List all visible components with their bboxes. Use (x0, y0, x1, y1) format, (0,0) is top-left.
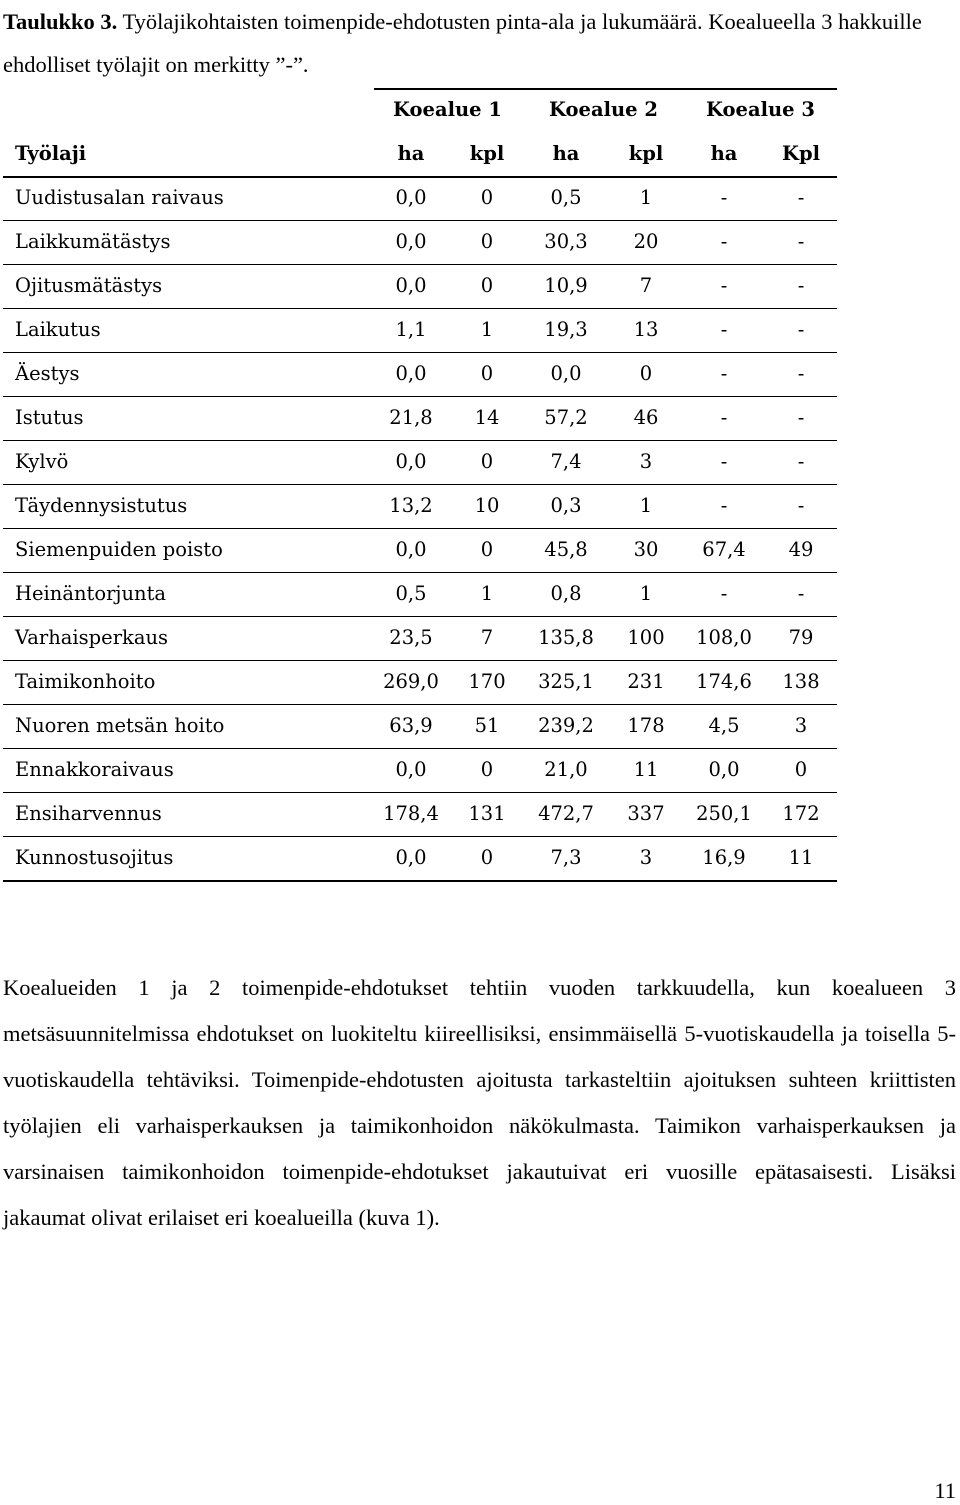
table-cell: 1 (639, 186, 653, 209)
group-header-koealue-3: Koealue 3 (706, 98, 815, 121)
column-header: kpl (628, 142, 664, 165)
table-cell: 178 (627, 714, 665, 737)
page-number: 11 (934, 1478, 956, 1503)
table-cell: 3 (639, 450, 653, 473)
table-row (3, 528, 837, 573)
row-label: Heinäntorjunta (15, 582, 167, 605)
table-cell: 0,0 (708, 758, 740, 781)
table-cell: - (720, 494, 728, 517)
table-cell: 0 (480, 230, 494, 253)
row-label: Täydennysistutus (15, 494, 188, 517)
table-cell: 0,0 (550, 362, 582, 385)
table-cell: 172 (782, 802, 820, 825)
table-cell: 1 (639, 494, 653, 517)
group-header-row (3, 88, 837, 132)
table-cell: 1,1 (395, 318, 427, 341)
table-cell: 7,3 (550, 846, 582, 869)
table-cell: 10 (474, 494, 500, 517)
table-row (3, 704, 837, 749)
table-cell: 30,3 (544, 230, 588, 253)
table-cell: 45,8 (544, 538, 588, 561)
table-cell: - (797, 450, 805, 473)
table-cell: - (720, 230, 728, 253)
column-header-tyolaji: Työlaji (15, 142, 87, 165)
row-label: Laikkumätästys (15, 230, 171, 253)
table-cell: 11 (633, 758, 659, 781)
row-label: Ensiharvennus (15, 802, 162, 825)
paragraph-text: Koealueiden 1 ja 2 toimenpide-ehdotukset tehtiin vuoden tarkkuudella, kun koealueen 3 metsäsuunnitelmissa ehdotukset on luokiteltu kiireellisiksi, ensimmäisellä 5-vuotiskaudella ja toisella 5-vuotiskaudella tehtäviksi. Toimenpide-ehdotusten ajoitusta tarkasteltiin ajoituksen suhteen kriittisten työlajien eli varhaisperkauksen ja taimikonhoidon näkökulmasta. Taimikon varhaisperkauksen ja varsinaisen taimikonhoidon toimenpide-ehdotukset jakautuivat eri vuosille epätasaisesti. Lisäksi jakaumat olivat erilaiset eri koealueilla (kuva 1). (3, 975, 956, 1230)
row-label: Kylvö (15, 450, 69, 473)
table-cell: 0,3 (550, 494, 582, 517)
table-row (3, 440, 837, 485)
table-cell: - (720, 406, 728, 429)
table-cell: 1 (480, 582, 494, 605)
table-cell: 4,5 (708, 714, 740, 737)
table-cell: 0,0 (395, 362, 427, 385)
table-caption (3, 0, 958, 86)
table-cell: - (797, 274, 805, 297)
table-cell: 108,0 (696, 626, 752, 649)
table-row (3, 792, 837, 837)
table-cell: 63,9 (389, 714, 433, 737)
table-cell: - (797, 362, 805, 385)
table-row (3, 484, 837, 529)
table-row (3, 572, 837, 617)
table-cell: 0 (794, 758, 808, 781)
caption-label: Taulukko 3. (3, 9, 118, 34)
table-cell: 135,8 (538, 626, 594, 649)
row-label: Uudistusalan raivaus (15, 186, 224, 209)
table-cell: 46 (633, 406, 659, 429)
table-cell: 0,5 (550, 186, 582, 209)
table-cell: 67,4 (702, 538, 746, 561)
table-cell: 0 (480, 758, 494, 781)
table-cell: 30 (633, 538, 659, 561)
table-cell: 0 (480, 846, 494, 869)
table-cell: 1 (480, 318, 494, 341)
table-cell: 0,0 (395, 846, 427, 869)
table-cell: 7 (480, 626, 494, 649)
table-cell: 178,4 (383, 802, 439, 825)
table-cell: 0,0 (395, 274, 427, 297)
table-row (3, 616, 837, 661)
row-label: Siemenpuiden poisto (15, 538, 223, 561)
table-cell: 51 (474, 714, 500, 737)
table-cell: 7 (639, 274, 653, 297)
table-cell: 14 (474, 406, 500, 429)
table-cell: - (720, 318, 728, 341)
row-label: Nuoren metsän hoito (15, 714, 225, 737)
table-cell: 0 (480, 186, 494, 209)
column-header-row (3, 132, 837, 178)
table-cell: 100 (627, 626, 665, 649)
column-header: Kpl (782, 142, 820, 165)
table-cell: 0,0 (395, 230, 427, 253)
body-paragraph (3, 965, 956, 1241)
table-cell: 0 (480, 450, 494, 473)
column-header: kpl (469, 142, 505, 165)
table-cell: 57,2 (544, 406, 588, 429)
table-cell: 0,0 (395, 450, 427, 473)
table-row (3, 748, 837, 793)
table-cell: - (797, 186, 805, 209)
table-row (3, 396, 837, 441)
table-cell: 11 (788, 846, 814, 869)
table-row (3, 220, 837, 265)
table-cell: 0 (480, 362, 494, 385)
row-label: Ojitusmätästys (15, 274, 163, 297)
table-cell: 16,9 (702, 846, 746, 869)
table-cell: 3 (794, 714, 808, 737)
column-header: ha (552, 142, 580, 165)
group-header-koealue-2: Koealue 2 (549, 98, 658, 121)
table-cell: - (720, 274, 728, 297)
table-cell: 0,0 (395, 186, 427, 209)
table-cell: - (720, 450, 728, 473)
table-cell: 131 (468, 802, 506, 825)
table-cell: 13,2 (389, 494, 433, 517)
table-cell: 472,7 (538, 802, 594, 825)
table-cell: 13 (633, 318, 659, 341)
table-cell: 325,1 (538, 670, 594, 693)
table-cell: - (797, 494, 805, 517)
table-cell: 239,2 (538, 714, 594, 737)
table-cell: 10,9 (544, 274, 588, 297)
column-header: ha (710, 142, 738, 165)
row-label: Äestys (15, 362, 80, 385)
table-cell: - (797, 406, 805, 429)
table-row (3, 264, 837, 309)
row-label: Taimikonhoito (15, 670, 156, 693)
table-cell: 0,8 (550, 582, 582, 605)
row-label: Varhaisperkaus (15, 626, 169, 649)
table-cell: 49 (788, 538, 814, 561)
table-cell: 138 (782, 670, 820, 693)
column-header: ha (397, 142, 425, 165)
table-cell: 337 (627, 802, 665, 825)
table-cell: 23,5 (389, 626, 433, 649)
table-cell: - (797, 230, 805, 253)
table-cell: - (720, 582, 728, 605)
table-cell: 0,0 (395, 758, 427, 781)
table-cell: 21,0 (544, 758, 588, 781)
table-cell: 174,6 (696, 670, 752, 693)
table-cell: 20 (633, 230, 659, 253)
row-label: Laikutus (15, 318, 101, 341)
group-header-koealue-1: Koealue 1 (393, 98, 502, 121)
table-row (3, 660, 837, 705)
table-cell: 7,4 (550, 450, 582, 473)
table-cell: 250,1 (696, 802, 752, 825)
table-cell: 19,3 (544, 318, 588, 341)
table-cell: 0 (639, 362, 653, 385)
table-row (3, 176, 837, 221)
caption-text: Työlajikohtaisten toimenpide-ehdotusten pinta-ala ja lukumäärä. Koealueella 3 hakkuille ehdolliset työlajit on merkitty ”-”. (3, 9, 922, 77)
row-label: Kunnostusojitus (15, 846, 174, 869)
table-cell: 3 (639, 846, 653, 869)
table-row (3, 836, 837, 882)
table-cell: 0 (480, 274, 494, 297)
table-cell: 170 (468, 670, 506, 693)
table-cell: 269,0 (383, 670, 439, 693)
table-cell: - (797, 318, 805, 341)
table-cell: 1 (639, 582, 653, 605)
table-cell: - (797, 582, 805, 605)
table-cell: - (720, 362, 728, 385)
table-cell: 0,5 (395, 582, 427, 605)
row-label: Istutus (15, 406, 84, 429)
table-row (3, 352, 837, 397)
table-cell: 0,0 (395, 538, 427, 561)
table-cell: 21,8 (389, 406, 433, 429)
table-cell: - (720, 186, 728, 209)
table-row (3, 308, 837, 353)
table-cell: 79 (788, 626, 814, 649)
table-cell: 0 (480, 538, 494, 561)
row-label: Ennakkoraivaus (15, 758, 174, 781)
table-cell: 231 (627, 670, 665, 693)
